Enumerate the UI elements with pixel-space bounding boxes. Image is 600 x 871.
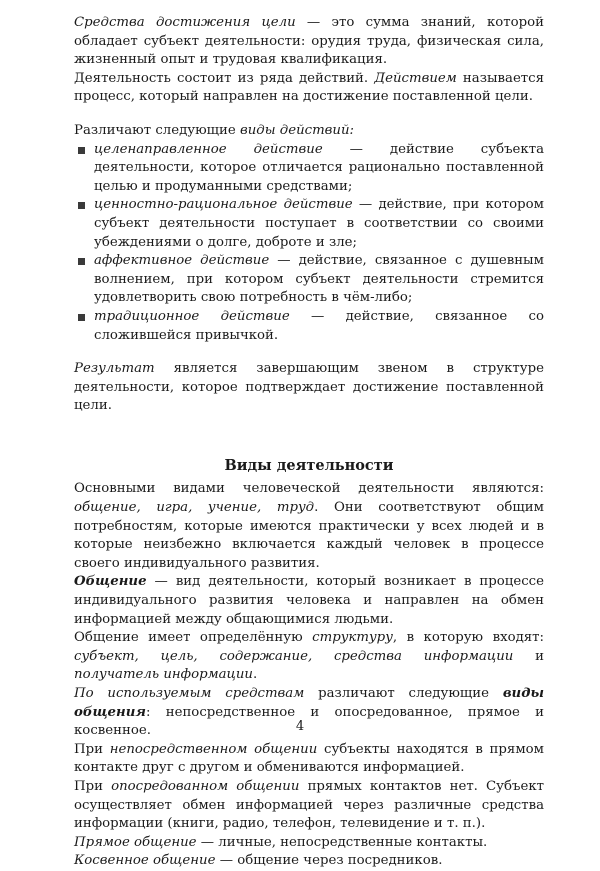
square-bullet-icon [78, 147, 85, 154]
paragraph-means: Средства достижения цели — это сумма знаний, которой обладает субъект деятельности: орудия труда, физическая сила, жизненный опыт и трудовая квалификация. [74, 15, 545, 68]
square-bullet-icon [78, 258, 85, 265]
term: Действием [374, 70, 457, 86]
paragraph-action: Деятельность состоит из ряда действий. Действием называется процесс, который направлен на достижение поставленной цели. [74, 70, 545, 105]
term: виды действий: [239, 122, 355, 138]
list-item: традиционное действие — действие, связанное со сложившейся привычкой. [74, 308, 544, 345]
square-bullet-icon [78, 314, 85, 321]
action-kinds-list [74, 141, 544, 346]
square-bullet-icon [78, 202, 85, 209]
list-item: аффективное действие — действие, связанное с душевным волнением, при котором субъект деятельности стремится удовлетворить свою потребность в чём-либо; [74, 252, 544, 308]
page-content [74, 14, 544, 871]
section-heading: Виды деятельности [224, 456, 394, 474]
list-item: целенаправленное действие — действие субъекта деятельности, которое отличается рационально поставленной целью и продуманными средствами; [74, 141, 544, 197]
term: Средства достижения цели [74, 15, 296, 30]
paragraph-mediated: При опосредованном общении прямых контактов нет. Субъект осуществляет обмен информацией через различные средства информации (книги, радио, телефон, телевидение и т. п.). [74, 778, 545, 832]
paragraph-structure: Общение имеет определённую структуру, в которую входят: субъект, цель, содержание, средства информации и получатель информации. [74, 630, 544, 683]
paragraph-indirect: Косвенное общение — общение через посредников. [74, 853, 443, 869]
paragraph-result: Результат является завершающим звеном в структуре деятельности, которое подтверждает достижение поставленной цели. [74, 361, 544, 414]
paragraph-straight: Прямое общение — личные, непосредственные контакты. [74, 834, 488, 850]
list-item: ценностно-рациональное действие — действие, при котором субъект деятельности поступает в соответствии со своими убеждениями о долге, доброте и зле; [74, 196, 544, 252]
paragraph-communication: Общение — вид деятельности, который возникает в процессе индивидуального развития человека и направлен на обмен информацией между общающимися людьми. [74, 574, 544, 627]
paragraph-means-kinds: По используемым средствам различают следующие виды общения: непосредственное и опосредованное, прямое и косвенное. [74, 686, 544, 739]
page-number: 4 [295, 719, 305, 734]
paragraph-direct: При непосредственном общении субъекты находятся в прямом контакте друг с другом и обмениваются информацией. [74, 741, 545, 776]
paragraph-kinds-intro: Различают следующие виды действий: [74, 122, 355, 138]
term: Результат [74, 361, 155, 377]
paragraph-main-kinds: Основными видами человеческой деятельности являются: общение, игра, учение, труд. Они соответствуют общим потребностям, которые имеются практически у всех людей и в которые неизбежно включается каждый человек в процессе своего индивидуального развития. [74, 481, 544, 571]
